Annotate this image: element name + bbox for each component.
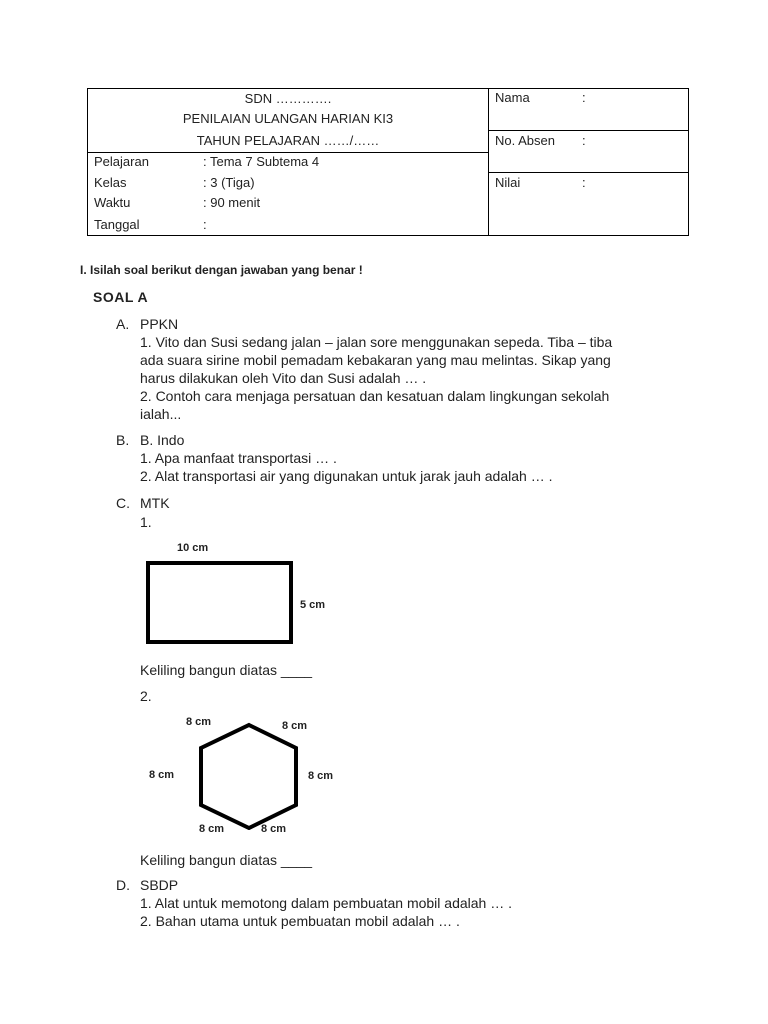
question-line: ada suara sirine mobil pemadam kebakaran yang mau melintas. Sikap yang	[140, 352, 611, 368]
subject-value: : Tema 7 Subtema 4	[203, 154, 320, 169]
exam-title: PENILAIAN ULANGAN HARIAN KI3	[182, 111, 394, 126]
hexagon-shape	[201, 725, 296, 828]
soal-title: SOAL A	[93, 289, 149, 305]
section-letter: A.	[116, 316, 130, 332]
score-colon: :	[582, 175, 586, 190]
hex-label-bottom-left: 8 cm	[199, 823, 225, 835]
rectangle-figure	[140, 555, 300, 650]
section-title: PPKN	[140, 316, 179, 332]
absen-label: No. Absen	[495, 133, 555, 148]
question-c1-number: 1.	[140, 514, 152, 530]
section-title: SBDP	[140, 877, 179, 893]
hex-label-top-right: 8 cm	[282, 720, 308, 732]
school-name: SDN ………….	[244, 91, 332, 106]
section-letter: C.	[116, 495, 130, 511]
table-divider	[488, 130, 688, 131]
section-letter: D.	[116, 877, 130, 893]
question-c2-text: Keliling bangun diatas ____	[140, 852, 313, 868]
absen-colon: :	[582, 133, 586, 148]
section-title: B. Indo	[140, 432, 185, 448]
hex-label-right: 8 cm	[308, 770, 334, 782]
question-a1	[140, 333, 680, 423]
question-line: 1. Vito dan Susi sedang jalan – jalan sore menggunakan sepeda. Tiba – tiba	[140, 334, 613, 350]
hex-label-left: 8 cm	[149, 769, 175, 781]
section-title: MTK	[140, 495, 170, 511]
school-year: TAHUN PELAJARAN ……/……	[196, 133, 380, 148]
question-d	[140, 894, 680, 930]
question-b	[140, 449, 680, 485]
instruction: I. Isilah soal berikut dengan jawaban yang benar !	[80, 263, 363, 277]
score-label: Nilai	[495, 175, 521, 190]
header-table	[87, 88, 689, 236]
question-c1-text: Keliling bangun diatas ____	[140, 662, 313, 678]
section-b-heading	[116, 432, 184, 448]
question-line: 1. Apa manfaat transportasi … .	[140, 450, 337, 466]
question-line: 1. Alat untuk memotong dalam pembuatan mobil adalah … .	[140, 895, 512, 911]
table-divider	[488, 89, 489, 235]
date-label: Tanggal	[94, 217, 140, 232]
hex-label-bottom-right: 8 cm	[261, 823, 287, 835]
question-c2-number: 2.	[140, 688, 152, 704]
time-label: Waktu	[94, 195, 131, 210]
table-divider	[88, 152, 488, 153]
hexagon-figure	[190, 715, 310, 830]
rect-width-label: 10 cm	[177, 542, 209, 554]
question-line: 2. Bahan utama untuk pembuatan mobil adalah … .	[140, 913, 460, 929]
class-value: : 3 (Tiga)	[203, 175, 255, 190]
rectangle-shape	[148, 563, 291, 642]
question-line: 2. Alat transportasi air yang digunakan untuk jarak jauh adalah … .	[140, 468, 553, 484]
name-colon: :	[582, 90, 586, 105]
time-value: : 90 menit	[203, 195, 261, 210]
rect-height-label: 5 cm	[300, 599, 326, 611]
question-line: harus dilakukan oleh Vito dan Susi adalah … .	[140, 370, 427, 386]
question-line: ialah...	[140, 406, 182, 422]
section-c-heading	[116, 495, 170, 511]
subject-label: Pelajaran	[94, 154, 149, 169]
section-a-heading	[116, 316, 178, 332]
table-divider	[488, 172, 688, 173]
section-letter: B.	[116, 432, 130, 448]
hex-label-top-left: 8 cm	[186, 716, 212, 728]
section-d-heading	[116, 877, 178, 893]
question-line: 2. Contoh cara menjaga persatuan dan kesatuan dalam lingkungan sekolah	[140, 388, 610, 404]
date-value: :	[203, 217, 207, 232]
name-label: Nama	[495, 90, 530, 105]
class-label: Kelas	[94, 175, 127, 190]
